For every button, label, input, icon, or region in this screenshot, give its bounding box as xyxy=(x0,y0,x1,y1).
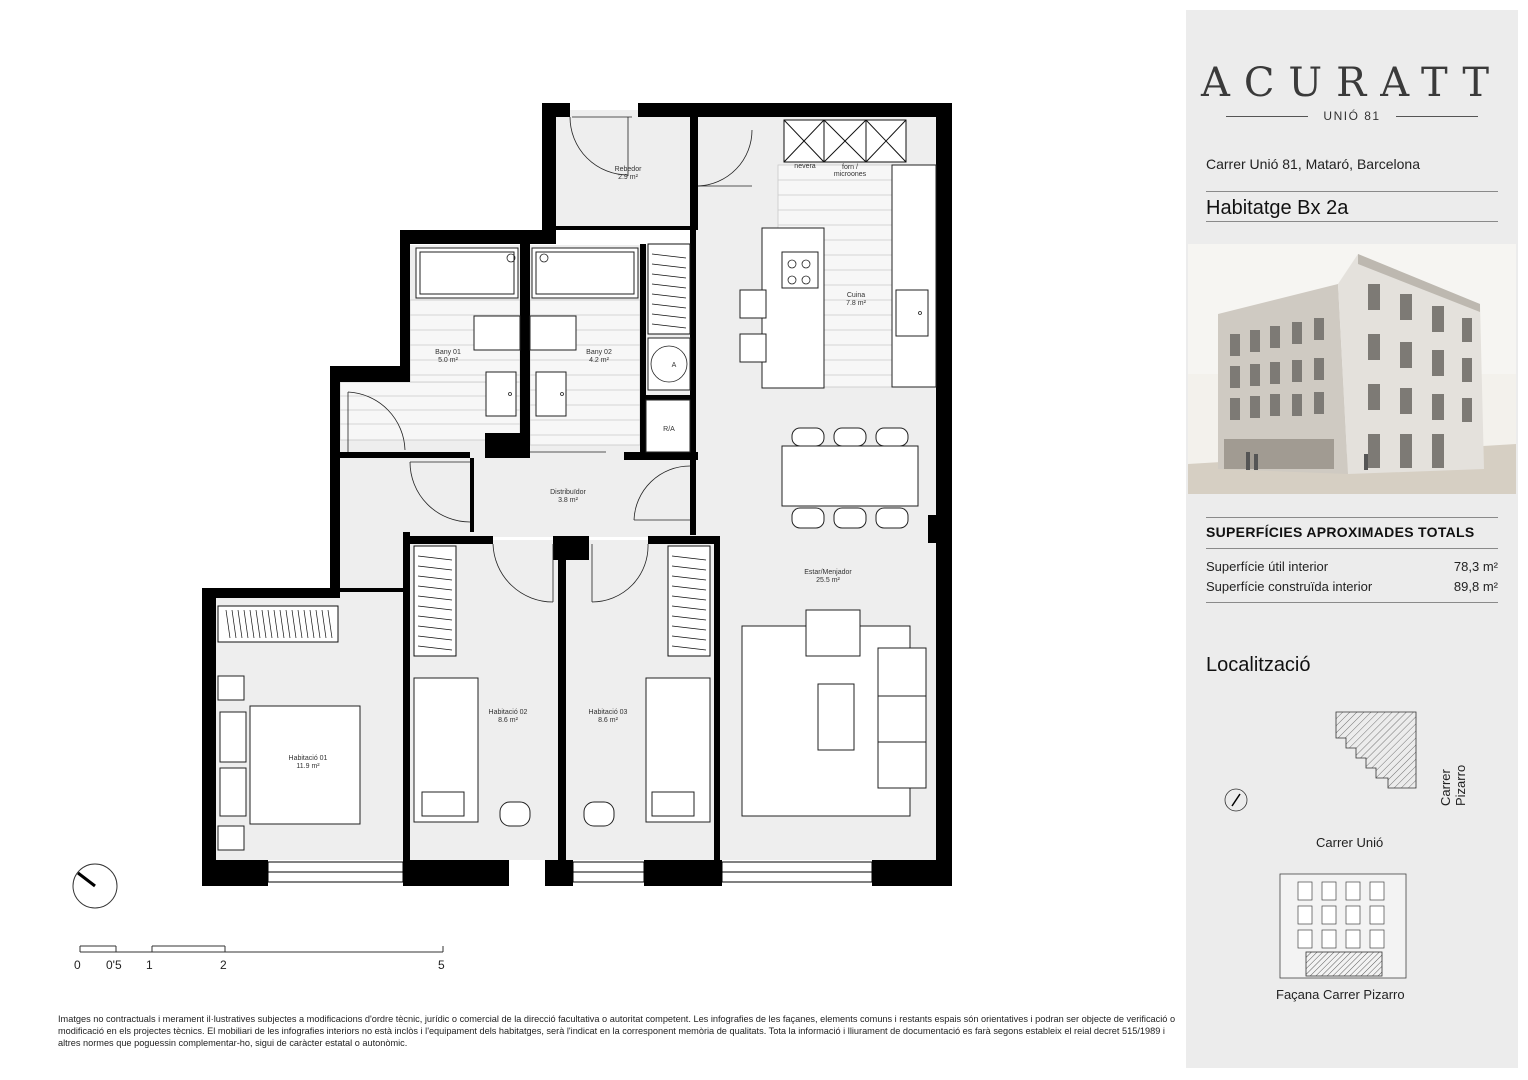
facade-elevation xyxy=(1278,872,1408,982)
room-name-bany-02: Bany 02 xyxy=(586,349,612,356)
facade-caption: Façana Carrer Pizarro xyxy=(1276,987,1405,1002)
room-name-habitacio-02: Habitació 02 xyxy=(488,709,528,716)
room-name-habitacio-03: Habitació 03 xyxy=(588,709,628,716)
room-area-habitacio-03: 8.6 m² xyxy=(598,717,618,724)
surface-row-useful xyxy=(1206,559,1498,574)
room-area-bany-02: 4.2 m² xyxy=(589,357,609,364)
legal-disclaimer: Imatges no contractuals i merament il·lustratives subjectes a modificacions d'ordre tècnic, jurídic o comercial de la direcció facultativa o autoritat competent. Les infografies de les façanes, elements comuns i restants espais són orientatives i podran ser objecte de verificació o modificació en els projectes tècnics. El mobiliari de les infografies interiors no està inclòs i l'equipament dels habitatges, serà l'indicat en la corresponent memòria de qualitats. Tota la informació i lliurament de documentació es farà segons estableix el reial decret 515/1989 i altres normes que poguessin complementar-ho, sigui de caràcter estatal o autonòmic. xyxy=(58,1014,1176,1048)
property-address: Carrer Unió 81, Mataró, Barcelona xyxy=(1206,156,1420,172)
map-compass-icon xyxy=(1225,789,1247,811)
room-area-bany-01: 5.0 m² xyxy=(438,357,458,364)
surface-row-built xyxy=(1206,579,1498,594)
room-area-distribuidor: 3.8 m² xyxy=(558,497,578,504)
fixture-forn: forn / xyxy=(842,164,858,171)
location-title: Localització xyxy=(1206,654,1311,676)
divider xyxy=(1206,602,1498,603)
scale-bar xyxy=(80,946,443,952)
surface-value: 89,8 m² xyxy=(1453,579,1498,594)
divider xyxy=(1206,517,1498,518)
room-name-rebedor: Rebedor xyxy=(614,166,642,173)
room-name-bany-01: Bany 01 xyxy=(435,349,461,356)
north-compass-icon xyxy=(73,864,117,908)
room-area-rebedor: 2.9 m² xyxy=(618,174,638,181)
surface-label: Superfície construïda interior xyxy=(1206,579,1373,594)
brand-subtitle-row xyxy=(1226,109,1478,123)
brand-logo: ACURATT xyxy=(1200,60,1504,106)
street-label-pizarro: Carrer Pizarro xyxy=(1438,764,1468,806)
surface-label: Superfície útil interior xyxy=(1206,559,1329,574)
fixture-nevera: nevera xyxy=(794,163,816,170)
room-name-cuina: Cuina xyxy=(846,292,866,299)
divider xyxy=(1206,548,1498,549)
room-area-cuina: 7.8 m² xyxy=(846,300,866,307)
street-label-unio: Carrer Unió xyxy=(1316,835,1384,850)
room-name-habitacio-01: Habitació 01 xyxy=(288,755,328,762)
room-area-habitacio-01: 11.9 m² xyxy=(296,763,320,770)
room-name-ra: R/A xyxy=(663,426,675,433)
fixture-microones: microones xyxy=(833,171,867,178)
brand-divider-right xyxy=(1396,116,1478,117)
surfaces-title: SUPERFÍCIES APROXIMADES TOTALS xyxy=(1206,524,1475,540)
scale-label-0: 0 xyxy=(74,958,81,972)
room-name-estar-menjador: Estar/Menjador xyxy=(804,569,852,576)
unit-title: Habitatge Bx 2a xyxy=(1206,197,1349,219)
room-area-habitacio-02: 8.6 m² xyxy=(498,717,518,724)
room-area-estar-menjador: 25.5 m² xyxy=(816,577,840,584)
divider xyxy=(1206,221,1498,222)
scale-label-5: 5 xyxy=(438,958,445,972)
info-sidebar xyxy=(1186,10,1518,1068)
scale-label-1: 1 xyxy=(146,958,153,972)
divider xyxy=(1206,191,1498,192)
fixture-washer: A xyxy=(671,362,677,369)
scale-label-05: 0'5 xyxy=(106,958,122,972)
scale-label-2: 2 xyxy=(220,958,227,972)
surface-value: 78,3 m² xyxy=(1453,559,1498,574)
location-map xyxy=(1206,700,1446,820)
room-name-distribuidor: Distribuïdor xyxy=(550,489,586,496)
building-rendering xyxy=(1188,244,1516,494)
brand-subtitle: UNIÓ 81 xyxy=(1323,109,1381,123)
